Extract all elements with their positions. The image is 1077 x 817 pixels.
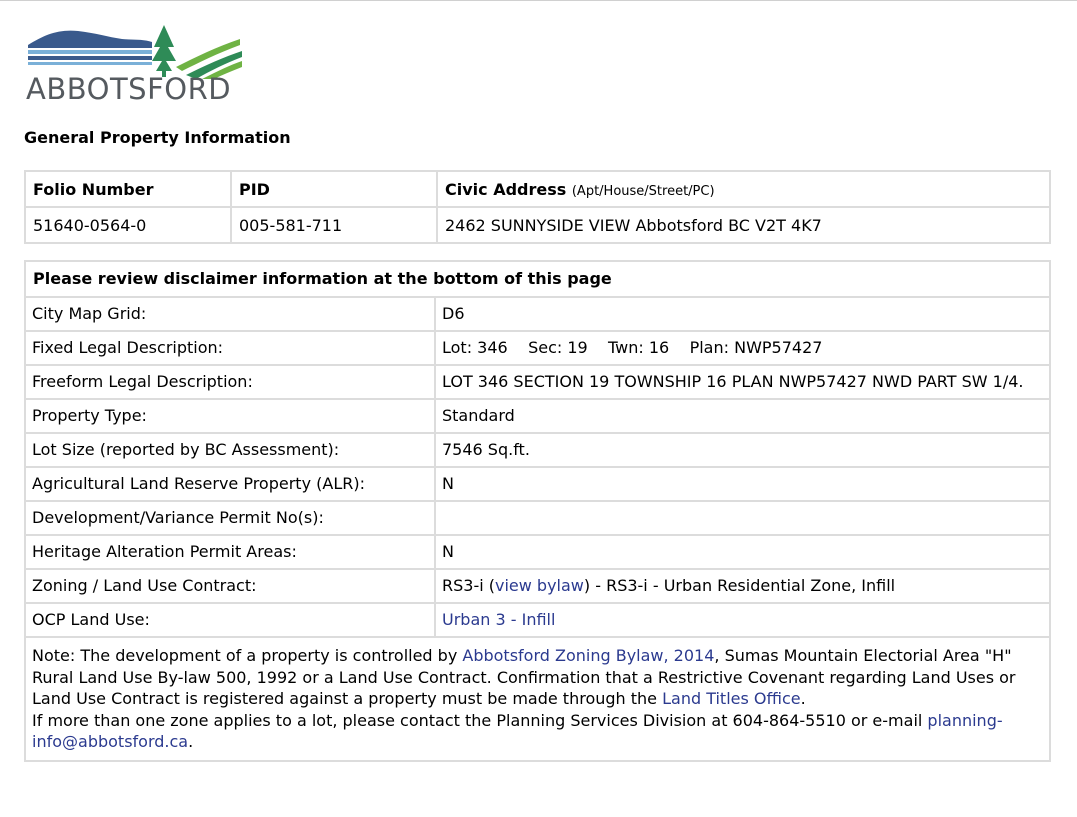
table-row [25,467,1050,501]
row-label: Development/Variance Permit No(s): [25,501,435,535]
pid-header: PID [231,171,437,207]
row-value [435,569,1050,603]
legal-plan: Plan: NWP57427 [689,338,823,357]
row-label: Lot Size (reported by BC Assessment): [25,433,435,467]
summary-value-row [25,207,1050,243]
zone-description: ) - RS3-i - Urban Residential Zone, Infill [583,576,896,595]
row-label: OCP Land Use: [25,603,435,637]
row-value [435,331,1050,365]
zone-code: RS3-i ( [442,576,495,595]
row-value: N [435,467,1050,501]
row-value: N [435,535,1050,569]
table-row [25,569,1050,603]
civic-hint: (Apt/House/Street/PC) [571,183,715,199]
row-value: Standard [435,399,1050,433]
row-value [435,501,1050,535]
zoning-bylaw-link[interactable]: Abbotsford Zoning Bylaw, 2014 [462,646,715,665]
legal-twn: Twn: 16 [608,338,670,357]
table-row [25,399,1050,433]
row-label: Zoning / Land Use Contract: [25,569,435,603]
disclaimer-row [25,261,1050,297]
summary-table [24,170,1051,244]
note-row [25,637,1050,761]
table-row [25,365,1050,399]
table-row [25,297,1050,331]
row-label: Heritage Alteration Permit Areas: [25,535,435,569]
view-bylaw-link[interactable]: view bylaw [495,576,584,595]
row-label: City Map Grid: [25,297,435,331]
folio-value: 51640-0564-0 [25,207,231,243]
row-value: D6 [435,297,1050,331]
row-label: Freeform Legal Description: [25,365,435,399]
row-value: 7546 Sq.ft. [435,433,1050,467]
table-row [25,501,1050,535]
table-row [25,433,1050,467]
table-row [25,331,1050,365]
disclaimer-text: Please review disclaimer information at the bottom of this page [25,261,1050,297]
logo-text: ABBOTSFORD [26,72,232,106]
civic-header: Civic Address (Apt/House/Street/PC) [437,171,1050,207]
folio-header: Folio Number [25,171,231,207]
row-label: Fixed Legal Description: [25,331,435,365]
land-titles-office-link[interactable]: Land Titles Office [662,689,801,708]
section-title: General Property Information [24,128,291,147]
planning-email-link[interactable]: planning-info@abbotsford.ca [32,710,1003,751]
details-table [24,260,1051,762]
row-label: Agricultural Land Reserve Property (ALR): [25,467,435,501]
row-value: LOT 346 SECTION 19 TOWNSHIP 16 PLAN NWP57427 NWD PART SW 1/4. [435,365,1050,399]
note-text: Note: The development of a property is controlled by Abbotsford Zoning Bylaw, 2014, Sumas Mountain Electorial Area "H" Rural Land Use By-law 500, 1992 or a Land Use Contract. Confirmation that a Restrictive Covenant regarding Land Uses or Land Use Contract is registered against a property must be made through the Land Titles Office. If more than one zone applies to a lot, please contact the Planning Services Division at 604-864-5510 or e-mail planning-info@abbotsford.ca. [25,637,1050,761]
abbotsford-logo[interactable] [26,23,246,107]
legal-sec: Sec: 19 [528,338,588,357]
civic-value: 2462 SUNNYSIDE VIEW Abbotsford BC V2T 4K7 [437,207,1050,243]
logo-mark-icon [26,23,246,79]
row-label: Property Type: [25,399,435,433]
row-value [435,603,1050,637]
legal-lot: Lot: 346 [442,338,508,357]
pid-value: 005-581-711 [231,207,437,243]
table-row [25,535,1050,569]
ocp-land-use-link[interactable]: Urban 3 - Infill [442,610,556,629]
summary-header-row [25,171,1050,207]
table-row [25,603,1050,637]
